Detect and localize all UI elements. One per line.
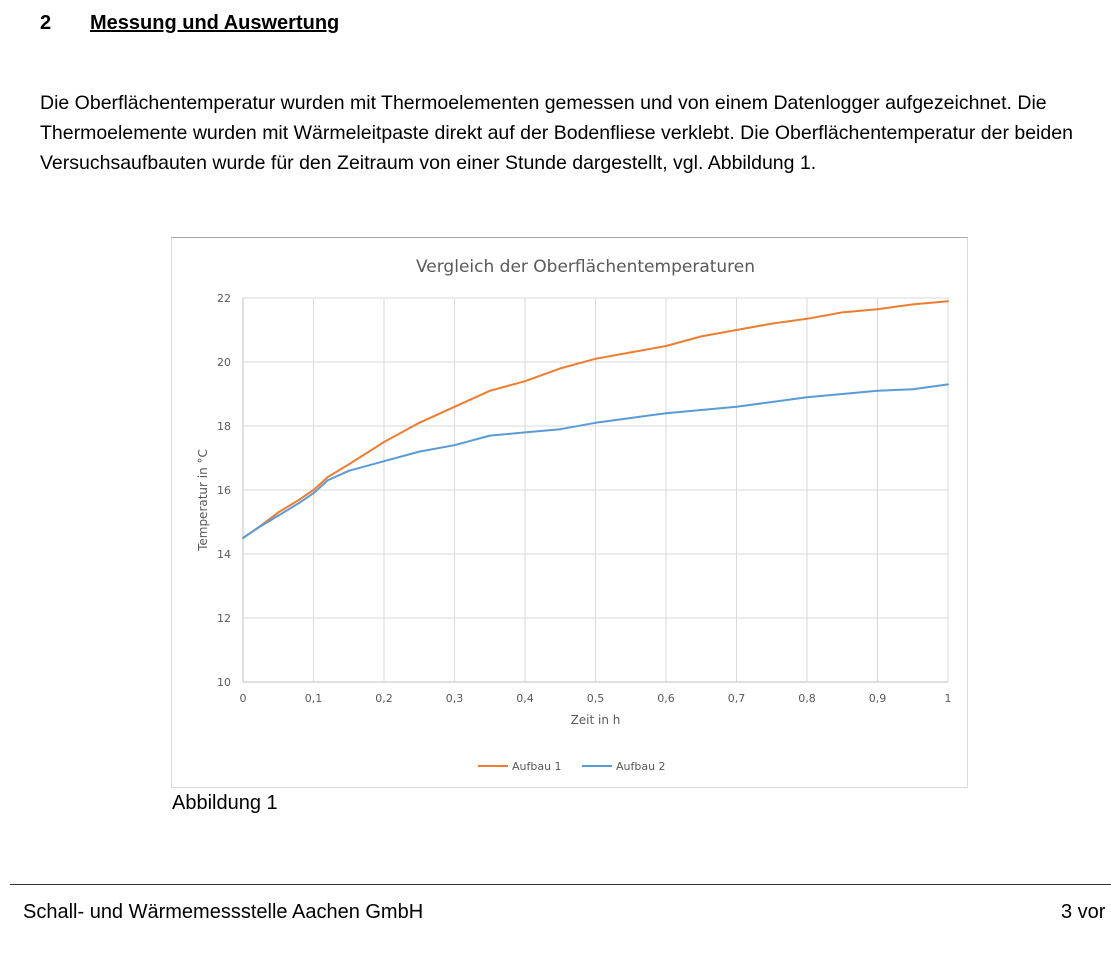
footer-company: Schall- und Wärmemessstelle Aachen GmbH <box>23 901 424 923</box>
y-tick-label: 20 <box>217 356 231 369</box>
data-point <box>454 444 456 446</box>
y-axis-label: Temperatur in °C <box>196 449 210 551</box>
data-point <box>454 406 456 408</box>
data-point <box>665 412 667 414</box>
data-point <box>771 401 773 403</box>
y-tick-label: 12 <box>217 612 231 625</box>
data-point <box>877 308 879 310</box>
data-point <box>524 380 526 382</box>
x-tick-label: 0,6 <box>657 692 675 705</box>
legend-label-1: Aufbau 1 <box>512 760 562 773</box>
data-point <box>327 476 329 478</box>
data-point <box>418 422 420 424</box>
section-number: 2 <box>40 12 52 34</box>
data-point <box>418 451 420 453</box>
chart-frame <box>171 237 968 788</box>
data-point <box>630 351 632 353</box>
y-tick-label: 14 <box>217 548 231 561</box>
data-point <box>806 318 808 320</box>
y-tick-label: 16 <box>217 484 231 497</box>
x-tick-label: 1 <box>944 692 952 705</box>
body-paragraph: Die Oberflächentemperatur wurden mit Thermoelementen gemessen und von einem Datenlogger aufgezeichnet. Die Thermoelemente wurden mit Wärmeleitpaste direkt auf der Bodenfliese verklebt. Die Oberflächentemperatur der beiden Versuchsaufbauten wurde für den Zeitraum von einer Stunde dargestellt, vgl. Abbildung 1. <box>40 92 1073 174</box>
data-point <box>298 499 300 501</box>
data-point <box>665 345 667 347</box>
data-point <box>841 393 843 395</box>
data-point <box>277 515 279 517</box>
x-tick-label: 0,3 <box>445 692 464 705</box>
data-point <box>559 428 561 430</box>
x-tick-label: 0,7 <box>727 692 746 705</box>
y-tick-label: 18 <box>217 420 231 433</box>
x-tick-label: 0,8 <box>798 692 816 705</box>
data-point <box>736 329 738 331</box>
section-heading <box>40 12 339 35</box>
data-point <box>841 311 843 313</box>
x-tick-label: 0,5 <box>586 692 605 705</box>
data-point <box>277 511 279 513</box>
figure-caption: Abbildung 1 <box>172 792 278 814</box>
data-point <box>383 460 385 462</box>
x-tick-label: 0,1 <box>304 692 323 705</box>
data-point <box>912 303 914 305</box>
data-point <box>595 358 597 360</box>
x-axis-label: Zeit in h <box>570 713 621 727</box>
data-point <box>327 479 329 481</box>
data-point <box>736 406 738 408</box>
data-point <box>242 537 244 539</box>
x-tick-label: 0 <box>239 692 247 705</box>
data-point <box>806 396 808 398</box>
data-point <box>559 367 561 369</box>
data-point <box>877 390 879 392</box>
data-point <box>313 489 315 491</box>
data-point <box>313 492 315 494</box>
data-point <box>630 417 632 419</box>
chart-svg <box>172 238 969 789</box>
legend-label-2: Aufbau 2 <box>616 760 666 773</box>
data-point <box>489 390 491 392</box>
chart-title: Vergleich der Oberflächentemperaturen <box>415 257 756 277</box>
data-point <box>700 335 702 337</box>
data-point <box>947 300 949 302</box>
data-point <box>595 422 597 424</box>
x-tick-label: 0,4 <box>516 692 534 705</box>
footer-page-number: 3 vor <box>1061 901 1106 923</box>
data-point <box>700 409 702 411</box>
data-point <box>771 323 773 325</box>
section-title: Messung und Auswertung <box>90 12 340 34</box>
data-point <box>489 435 491 437</box>
data-point <box>947 383 949 385</box>
data-point <box>383 441 385 443</box>
y-tick-label: 22 <box>217 292 231 305</box>
x-tick-label: 0,2 <box>375 692 393 705</box>
data-point <box>348 463 350 465</box>
y-tick-label: 10 <box>217 676 231 689</box>
data-point <box>256 527 258 529</box>
data-point <box>348 470 350 472</box>
data-point <box>912 388 914 390</box>
footer-divider <box>10 884 1111 885</box>
data-point <box>298 502 300 504</box>
data-point <box>524 431 526 433</box>
x-tick-label: 0,9 <box>868 692 887 705</box>
